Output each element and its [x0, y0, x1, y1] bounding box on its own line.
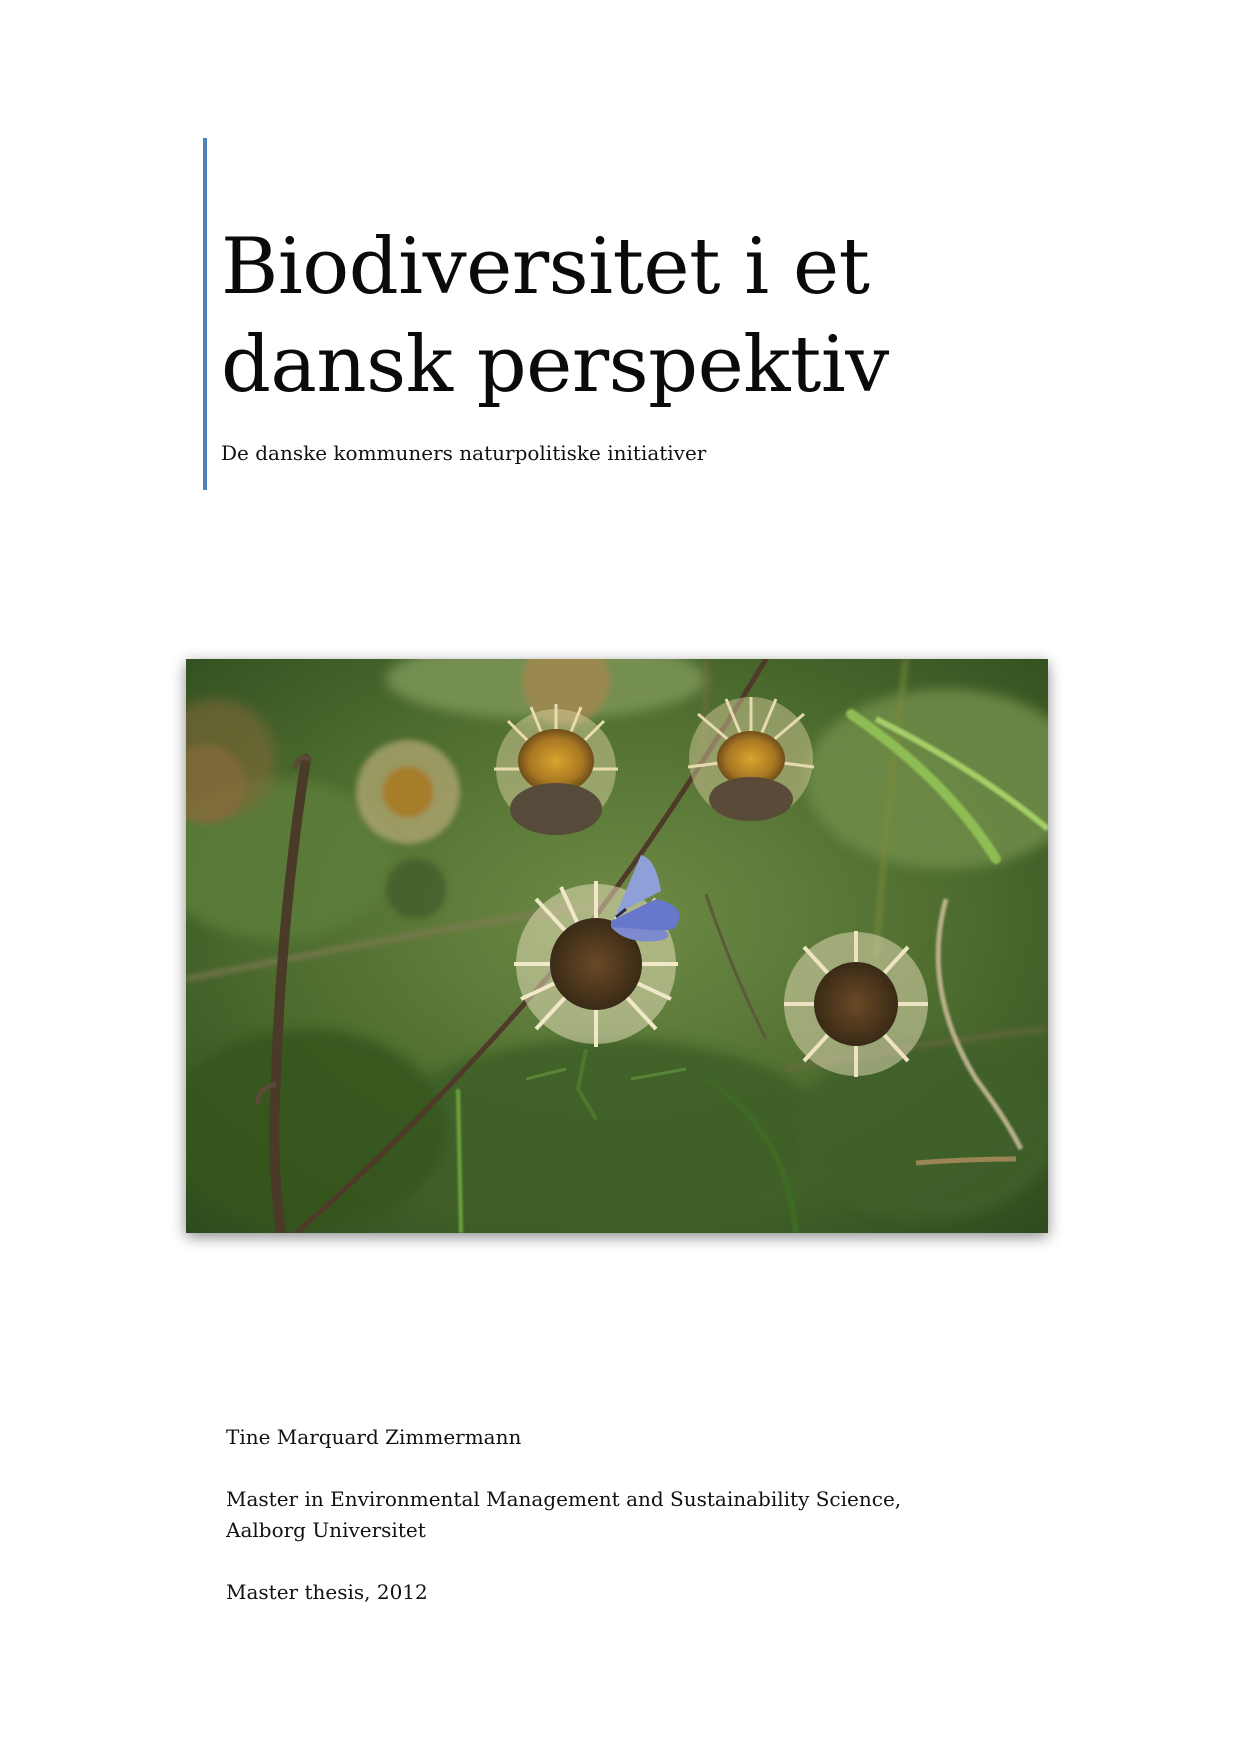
title-block [203, 138, 963, 490]
thesis-info: Master thesis, 2012 [226, 1580, 428, 1604]
document-title [221, 218, 961, 414]
degree-program: Master in Environmental Management and Sustainability Science, Aalborg Universitet [226, 1487, 902, 1542]
title-line-1: Biodiversitet i et [221, 222, 870, 312]
document-subtitle: De danske kommuners naturpolitiske initiativer [221, 441, 707, 465]
cover-footer [226, 1422, 986, 1639]
cover-photo [186, 659, 1048, 1233]
author-name: Tine Marquard Zimmermann [226, 1425, 522, 1449]
title-line-2: dansk perspektiv [221, 320, 889, 410]
